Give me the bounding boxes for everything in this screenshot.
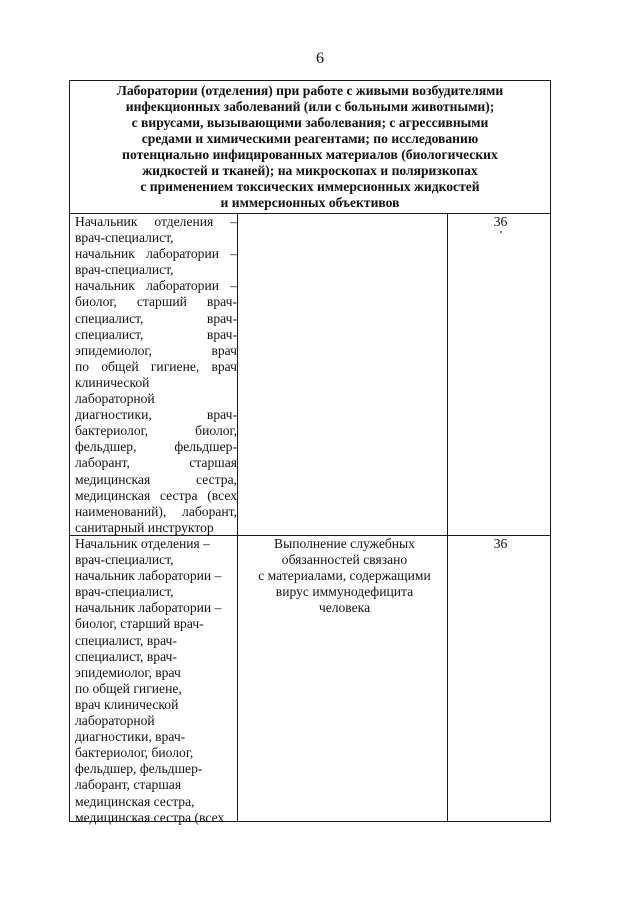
position-line: санитарный инструктор xyxy=(75,519,214,535)
column-divider xyxy=(447,213,448,821)
position-line: начальник лаборатории – xyxy=(75,278,237,294)
position-line: фельдшер, фельдшер- xyxy=(75,761,203,777)
table-row-1-value: 36 xyxy=(493,214,508,229)
position-line: медицинская сестра, xyxy=(75,793,195,809)
scan-speck xyxy=(500,231,502,233)
position-line: начальник лаборатории – xyxy=(75,246,237,262)
section-header-line: с вирусами, вызывающими заболевания; с агрессивными xyxy=(131,115,489,130)
section-header-line: инфекционных заболеваний (или с больными животными); xyxy=(125,99,495,114)
position-line: лабораторной xyxy=(75,713,155,729)
condition-line: человека xyxy=(318,600,371,616)
position-line: диагностики, врач- xyxy=(75,407,237,423)
position-line: Начальник отделения – xyxy=(75,214,237,229)
table-row-2-positions xyxy=(75,536,237,826)
condition-line: обязанностей связано xyxy=(281,552,408,568)
table-row-2-conditions xyxy=(243,536,446,616)
position-line: начальник лаборатории – xyxy=(75,600,222,616)
position-line: медицинская сестра, xyxy=(75,471,237,487)
condition-line: вирус иммунодефицита xyxy=(275,584,414,600)
position-line: фельдшер, фельдшер- xyxy=(75,439,237,455)
position-line: клинической xyxy=(75,374,150,390)
position-line: бактериолог, биолог, xyxy=(75,745,194,761)
position-line: специалист, врач- xyxy=(75,648,177,664)
table-row-1-positions xyxy=(75,214,237,536)
position-line: по общей гигиене, xyxy=(75,680,182,696)
position-line: врач-специалист, xyxy=(75,262,174,278)
position-line: специалист, врач- xyxy=(75,632,177,648)
section-header-line: средами и химическими реагентами; по исследованию xyxy=(141,131,479,146)
position-line: по общей гигиене, врач xyxy=(75,358,237,374)
position-line: специалист, врач- xyxy=(75,310,237,326)
position-line: врач-специалист, xyxy=(75,584,174,600)
position-line: лаборант, старшая xyxy=(75,777,182,793)
position-line: лаборант, старшая xyxy=(75,455,237,471)
position-line: биолог, старший врач- xyxy=(75,616,204,632)
position-line: наименований), лаборант, xyxy=(75,503,237,519)
allowance-table xyxy=(69,80,551,825)
position-line: врач-специалист, xyxy=(75,230,174,246)
position-line: диагностики, врач- xyxy=(75,729,186,745)
position-line: эпидемиолог, врач xyxy=(75,342,237,358)
section-header xyxy=(70,81,550,214)
position-line: медицинская сестра (всех xyxy=(75,809,225,825)
position-line: Начальник отделения – xyxy=(75,536,210,551)
condition-line: Выполнение служебных xyxy=(274,536,415,551)
section-header-line: Лаборатории (отделения) при работе с живыми возбудителями xyxy=(116,83,504,98)
position-line: медицинская сестра (всех xyxy=(75,487,237,503)
table-row-2-value: 36 xyxy=(493,536,508,551)
position-line: врач-специалист, xyxy=(75,552,174,568)
page-number: 6 xyxy=(316,50,324,67)
column-divider xyxy=(237,213,238,821)
section-header-line: жидкостей и тканей); на микроскопах и поляризкопах xyxy=(142,163,478,178)
condition-line: с материалами, содержащими xyxy=(258,568,431,584)
section-header-line: и иммерсионных объективов xyxy=(220,195,400,210)
section-header-line: с применением токсических иммерсионных жидкостей xyxy=(140,179,480,194)
position-line: эпидемиолог, врач xyxy=(75,664,181,680)
position-line: врач клинической xyxy=(75,696,179,712)
position-line: лабораторной xyxy=(75,391,155,407)
position-line: специалист, врач- xyxy=(75,326,237,342)
position-line: бактериолог, биолог, xyxy=(75,423,237,439)
section-header-line: потенциально инфицированных материалов (биологических xyxy=(122,147,498,162)
position-line: начальник лаборатории – xyxy=(75,568,222,584)
position-line: биолог, старший врач- xyxy=(75,294,237,310)
